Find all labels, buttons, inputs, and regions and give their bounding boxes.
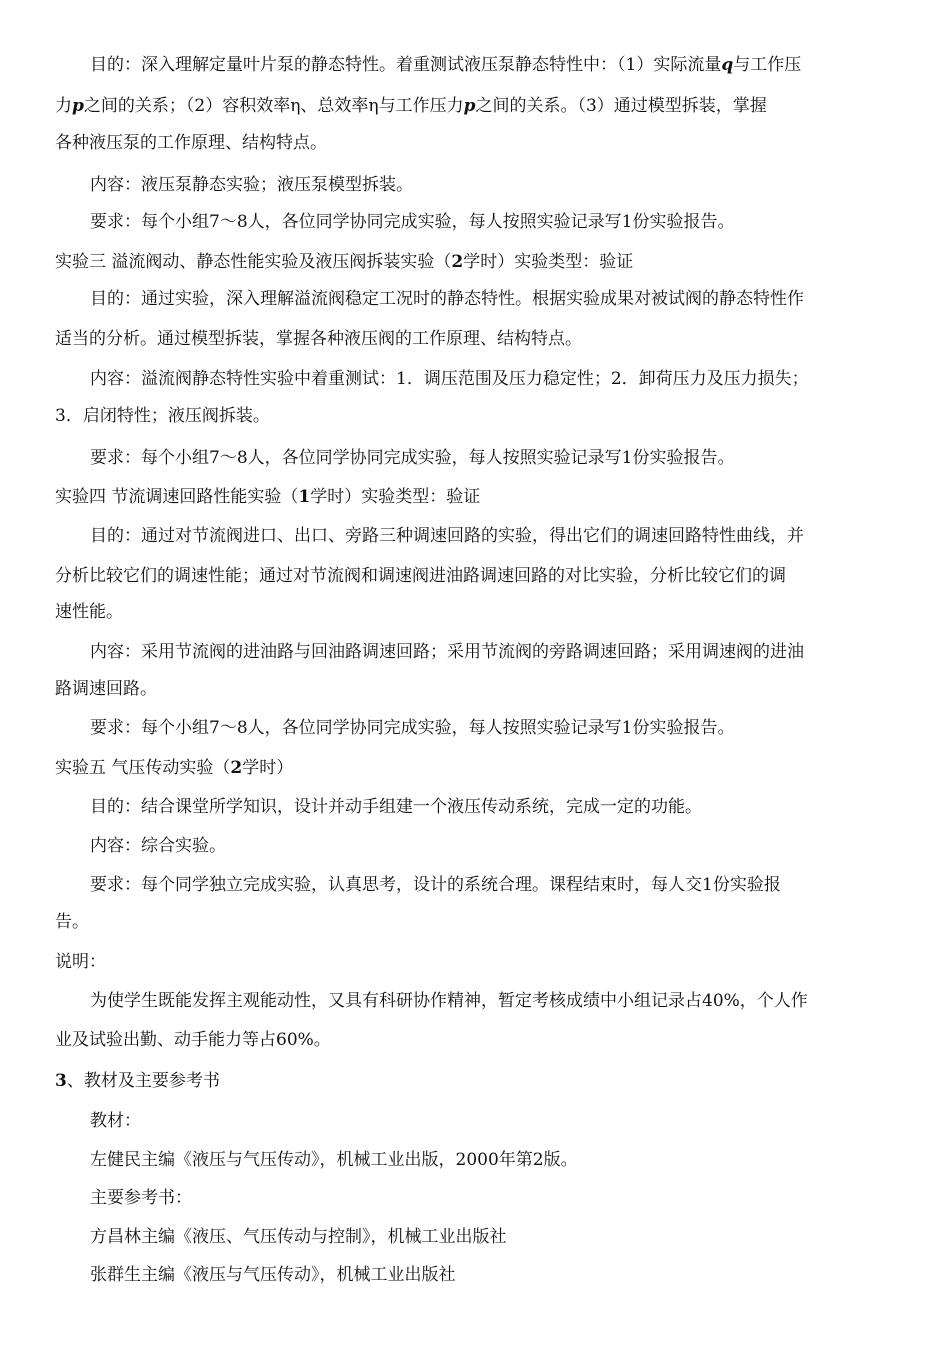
exp2-requirement: 要求：每个小组7～8人，各位同学协同完成实验，每人按照实验记录写1份实验报告。: [90, 212, 735, 232]
references-label: 主要参考书：: [90, 1188, 192, 1208]
note-text-line-2: 业及试验出勤、动手能力等占60%。: [55, 1030, 331, 1050]
text-span: 学时）: [242, 758, 294, 778]
exp5-requirement-line-2: 告。: [55, 912, 89, 932]
exp4-purpose-line-2: 分析比较它们的调速性能；通过对节流阀和调速阀进油路调速回路的对比实验，分析比较它们的调: [55, 566, 786, 586]
exp4-content-line-1: 内容：采用节流阀的进油路与回油路调速回路；采用节流阀的旁路调速回路；采用调速阀的进油: [90, 642, 804, 662]
text-span: 与工作压: [733, 55, 802, 75]
exp5-content: 内容：综合实验。: [90, 836, 226, 856]
exp2-purpose-line-1: [90, 54, 801, 76]
exp4-content-line-2: 路调速回路。: [55, 679, 157, 699]
textbook-entry: 左健民主编《液压与气压传动》，机械工业出版，2000年第2版。: [90, 1150, 578, 1170]
text-span: 力: [55, 96, 72, 116]
exp4-purpose-line-3: 速性能。: [55, 602, 123, 622]
hours-number: 1: [298, 487, 311, 507]
variable-q: q: [721, 55, 734, 75]
hours-number: 2: [451, 252, 464, 272]
exp2-purpose-line-3: 各种液压泵的工作原理、结构特点。: [55, 133, 327, 153]
exp3-purpose-line-1: 目的：通过实验，深入理解溢流阀稳定工况时的静态特性。根据实验成果对被试阀的静态特性作: [90, 289, 804, 309]
reference-item: 方昌林主编《液压、气压传动与控制》，机械工业出版社: [90, 1227, 507, 1247]
exp5-purpose: 目的：结合课堂所学知识，设计并动手组建一个液压传动系统，完成一定的功能。: [90, 797, 702, 817]
exp2-content: 内容：液压泵静态实验；液压泵模型拆装。: [90, 175, 413, 195]
exp4-title: [55, 486, 480, 508]
exp3-content-line-1: 内容：溢流阀静态特性实验中着重测试：1．调压范围及压力稳定性；2．卸荷压力及压力损失；: [90, 369, 809, 389]
text-span: 目的：深入理解定量叶片泵的静态特性。着重测试液压泵静态特性中：（1）实际流量: [90, 55, 722, 75]
exp4-purpose-line-1: 目的：通过对节流阀进口、出口、旁路三种调速回路的实验，得出它们的调速回路特性曲线，并: [90, 526, 804, 546]
textbook-label: 教材：: [90, 1111, 141, 1131]
section-number: 3: [55, 1071, 67, 1091]
text-span: 之间的关系。（3）通过模型拆装，掌握: [475, 96, 767, 116]
exp3-content-line-2: 3．启闭特性；液压阀拆装。: [55, 406, 270, 426]
note-text-line-1: 为使学生既能发挥主观能动性，又具有科研协作精神，暂定考核成绩中小组记录占40%，个人作: [90, 991, 808, 1011]
exp5-title: [55, 757, 293, 779]
exp5-requirement-line-1: 要求：每个同学独立完成实验，认真思考，设计的系统合理。课程结束时，每人交1份实验报: [90, 875, 781, 895]
variable-p: p: [72, 96, 84, 116]
text-span: 学时）实验类型：验证: [463, 252, 634, 272]
text-span: 学时）实验类型：验证: [310, 487, 481, 507]
hours-number: 2: [230, 758, 243, 778]
reference-item: 张群生主编《液压与气压传动》，机械工业出版社: [90, 1265, 456, 1285]
variable-p: p: [463, 96, 476, 116]
exp3-title: [55, 251, 633, 273]
exp3-requirement: 要求：每个小组7～8人，各位同学协同完成实验，每人按照实验记录写1份实验报告。: [90, 448, 735, 468]
exp4-requirement: 要求：每个小组7～8人，各位同学协同完成实验，每人按照实验记录写1份实验报告。: [90, 718, 735, 738]
text-span: 实验三 溢流阀动、静态性能实验及液压阀拆装实验（: [55, 252, 452, 272]
note-label: 说明：: [55, 952, 106, 972]
exp3-purpose-line-2: 适当的分析。通过模型拆装，掌握各种液压阀的工作原理、结构特点。: [55, 329, 582, 349]
exp2-purpose-line-2: [55, 95, 767, 117]
text-span: 、教材及主要参考书: [66, 1071, 220, 1091]
text-span: 实验四 节流调速回路性能实验（: [55, 487, 299, 507]
text-span: 实验五 气压传动实验（: [55, 758, 231, 778]
text-span: 之间的关系；（2）容积效率η、总效率η与工作压力: [83, 96, 464, 116]
section-heading: [55, 1070, 220, 1092]
